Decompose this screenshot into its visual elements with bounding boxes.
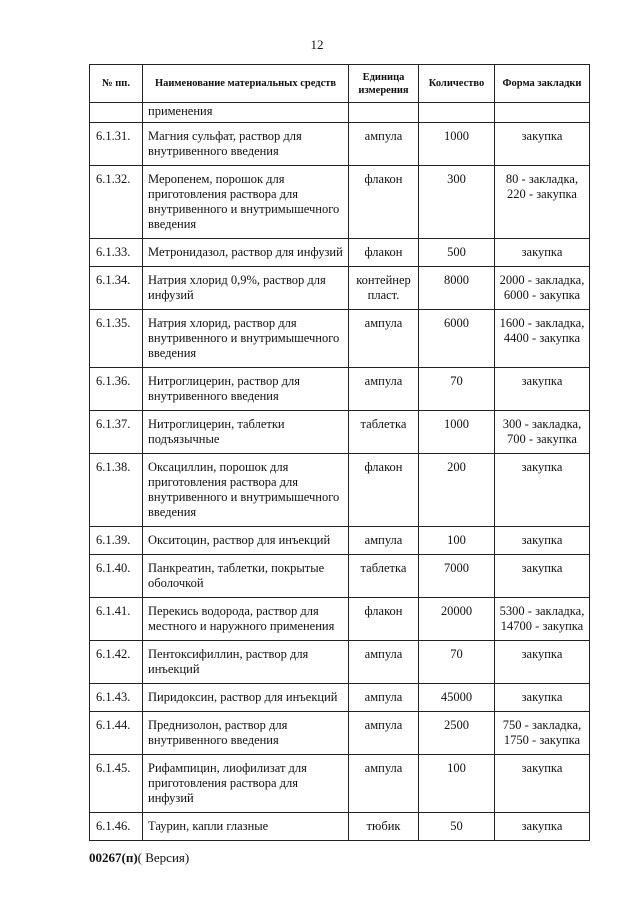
cell-name: Перекись водорода, раствор для местного и наружного применения (143, 598, 349, 641)
table-row (90, 310, 590, 368)
cell-num: 6.1.35. (90, 310, 143, 368)
cell-qty: 7000 (419, 555, 495, 598)
table-row (90, 166, 590, 239)
cell-unit: флакон (349, 239, 419, 267)
table-row (90, 755, 590, 813)
continuation-text: применения (143, 103, 349, 123)
cell-unit: ампула (349, 712, 419, 755)
cell-qty: 1000 (419, 411, 495, 454)
header-qty: Количество (419, 65, 495, 103)
cell-name: Рифампицин, лиофилизат для приготовления раствора для инфузий (143, 755, 349, 813)
cell-name: Меропенем, порошок для приготовления раствора для внутривенного и внутримышечного введения (143, 166, 349, 239)
continuation-form-cell (495, 103, 590, 123)
table-row (90, 123, 590, 166)
table-row (90, 368, 590, 411)
table-row (90, 527, 590, 555)
cell-name: Таурин, капли глазные (143, 813, 349, 841)
table-row (90, 267, 590, 310)
cell-form: 2000 - закладка, 6000 - закупка (495, 267, 590, 310)
cell-unit: флакон (349, 454, 419, 527)
cell-unit: таблетка (349, 411, 419, 454)
cell-num: 6.1.39. (90, 527, 143, 555)
cell-name: Окситоцин, раствор для инъекций (143, 527, 349, 555)
cell-qty: 1000 (419, 123, 495, 166)
cell-name: Панкреатин, таблетки, покрытые оболочкой (143, 555, 349, 598)
table-row (90, 813, 590, 841)
continuation-num-cell (90, 103, 143, 123)
cell-qty: 50 (419, 813, 495, 841)
table-body (90, 103, 590, 841)
table-row (90, 411, 590, 454)
continuation-row (90, 103, 590, 123)
cell-num: 6.1.32. (90, 166, 143, 239)
table-row (90, 454, 590, 527)
cell-qty: 500 (419, 239, 495, 267)
table-row (90, 684, 590, 712)
cell-num: 6.1.46. (90, 813, 143, 841)
cell-form: 750 - закладка, 1750 - закупка (495, 712, 590, 755)
cell-form: закупка (495, 813, 590, 841)
cell-name: Натрия хлорид, раствор для внутривенного и внутримышечного введения (143, 310, 349, 368)
cell-name: Метронидазол, раствор для инфузий (143, 239, 349, 267)
cell-unit: ампула (349, 368, 419, 411)
cell-num: 6.1.43. (90, 684, 143, 712)
cell-num: 6.1.40. (90, 555, 143, 598)
continuation-unit-cell (349, 103, 419, 123)
cell-name: Натрия хлорид 0,9%, раствор для инфузий (143, 267, 349, 310)
table-row (90, 239, 590, 267)
cell-qty: 300 (419, 166, 495, 239)
cell-num: 6.1.45. (90, 755, 143, 813)
table-row (90, 598, 590, 641)
cell-unit: таблетка (349, 555, 419, 598)
cell-unit: тюбик (349, 813, 419, 841)
cell-name: Магния сульфат, раствор для внутривенного введения (143, 123, 349, 166)
cell-num: 6.1.41. (90, 598, 143, 641)
cell-qty: 45000 (419, 684, 495, 712)
cell-num: 6.1.36. (90, 368, 143, 411)
cell-unit: ампула (349, 310, 419, 368)
cell-form: закупка (495, 368, 590, 411)
cell-name: Оксациллин, порошок для приготовления раствора для внутривенного и внутримышечного введения (143, 454, 349, 527)
cell-unit: ампула (349, 123, 419, 166)
footer-code: 00267(п) (89, 850, 138, 865)
cell-name: Пентоксифиллин, раствор для инъекций (143, 641, 349, 684)
header-form: Форма закладки (495, 65, 590, 103)
cell-name: Преднизолон, раствор для внутривенного введения (143, 712, 349, 755)
cell-name: Нитроглицерин, раствор для внутривенного введения (143, 368, 349, 411)
continuation-qty-cell (419, 103, 495, 123)
cell-form: 1600 - закладка, 4400 - закупка (495, 310, 590, 368)
header-name: Наименование материальных средств (143, 65, 349, 103)
cell-num: 6.1.42. (90, 641, 143, 684)
cell-num: 6.1.34. (90, 267, 143, 310)
cell-qty: 8000 (419, 267, 495, 310)
cell-qty: 70 (419, 368, 495, 411)
page-number: 12 (310, 37, 324, 52)
cell-qty: 20000 (419, 598, 495, 641)
table-row (90, 712, 590, 755)
header-unit: Единица измерения (349, 65, 419, 103)
cell-form: 300 - закладка, 700 - закупка (495, 411, 590, 454)
cell-qty: 2500 (419, 712, 495, 755)
cell-name: Пиридоксин, раствор для инъекций (143, 684, 349, 712)
cell-form: 80 - закладка, 220 - закупка (495, 166, 590, 239)
cell-num: 6.1.38. (90, 454, 143, 527)
cell-form: закупка (495, 527, 590, 555)
cell-form: закупка (495, 641, 590, 684)
cell-num: 6.1.37. (90, 411, 143, 454)
cell-unit: флакон (349, 166, 419, 239)
cell-qty: 6000 (419, 310, 495, 368)
cell-form: закупка (495, 123, 590, 166)
cell-num: 6.1.33. (90, 239, 143, 267)
table-row (90, 555, 590, 598)
footer-version: ( Версия) (137, 850, 190, 865)
cell-unit: контейнер пласт. (349, 267, 419, 310)
cell-unit: ампула (349, 527, 419, 555)
cell-unit: флакон (349, 598, 419, 641)
cell-form: закупка (495, 684, 590, 712)
header-num: № пп. (90, 65, 143, 103)
cell-qty: 70 (419, 641, 495, 684)
cell-num: 6.1.44. (90, 712, 143, 755)
cell-form: закупка (495, 555, 590, 598)
cell-unit: ампула (349, 684, 419, 712)
materials-table (89, 64, 590, 841)
cell-unit: ампула (349, 755, 419, 813)
cell-form: закупка (495, 454, 590, 527)
cell-qty: 100 (419, 755, 495, 813)
cell-form: закупка (495, 755, 590, 813)
table-row (90, 641, 590, 684)
cell-form: закупка (495, 239, 590, 267)
cell-qty: 100 (419, 527, 495, 555)
footer-document-code (89, 850, 189, 866)
table-header-row (90, 65, 590, 103)
cell-form: 5300 - закладка, 14700 - закупка (495, 598, 590, 641)
cell-unit: ампула (349, 641, 419, 684)
cell-num: 6.1.31. (90, 123, 143, 166)
cell-qty: 200 (419, 454, 495, 527)
cell-name: Нитроглицерин, таблетки подъязычные (143, 411, 349, 454)
